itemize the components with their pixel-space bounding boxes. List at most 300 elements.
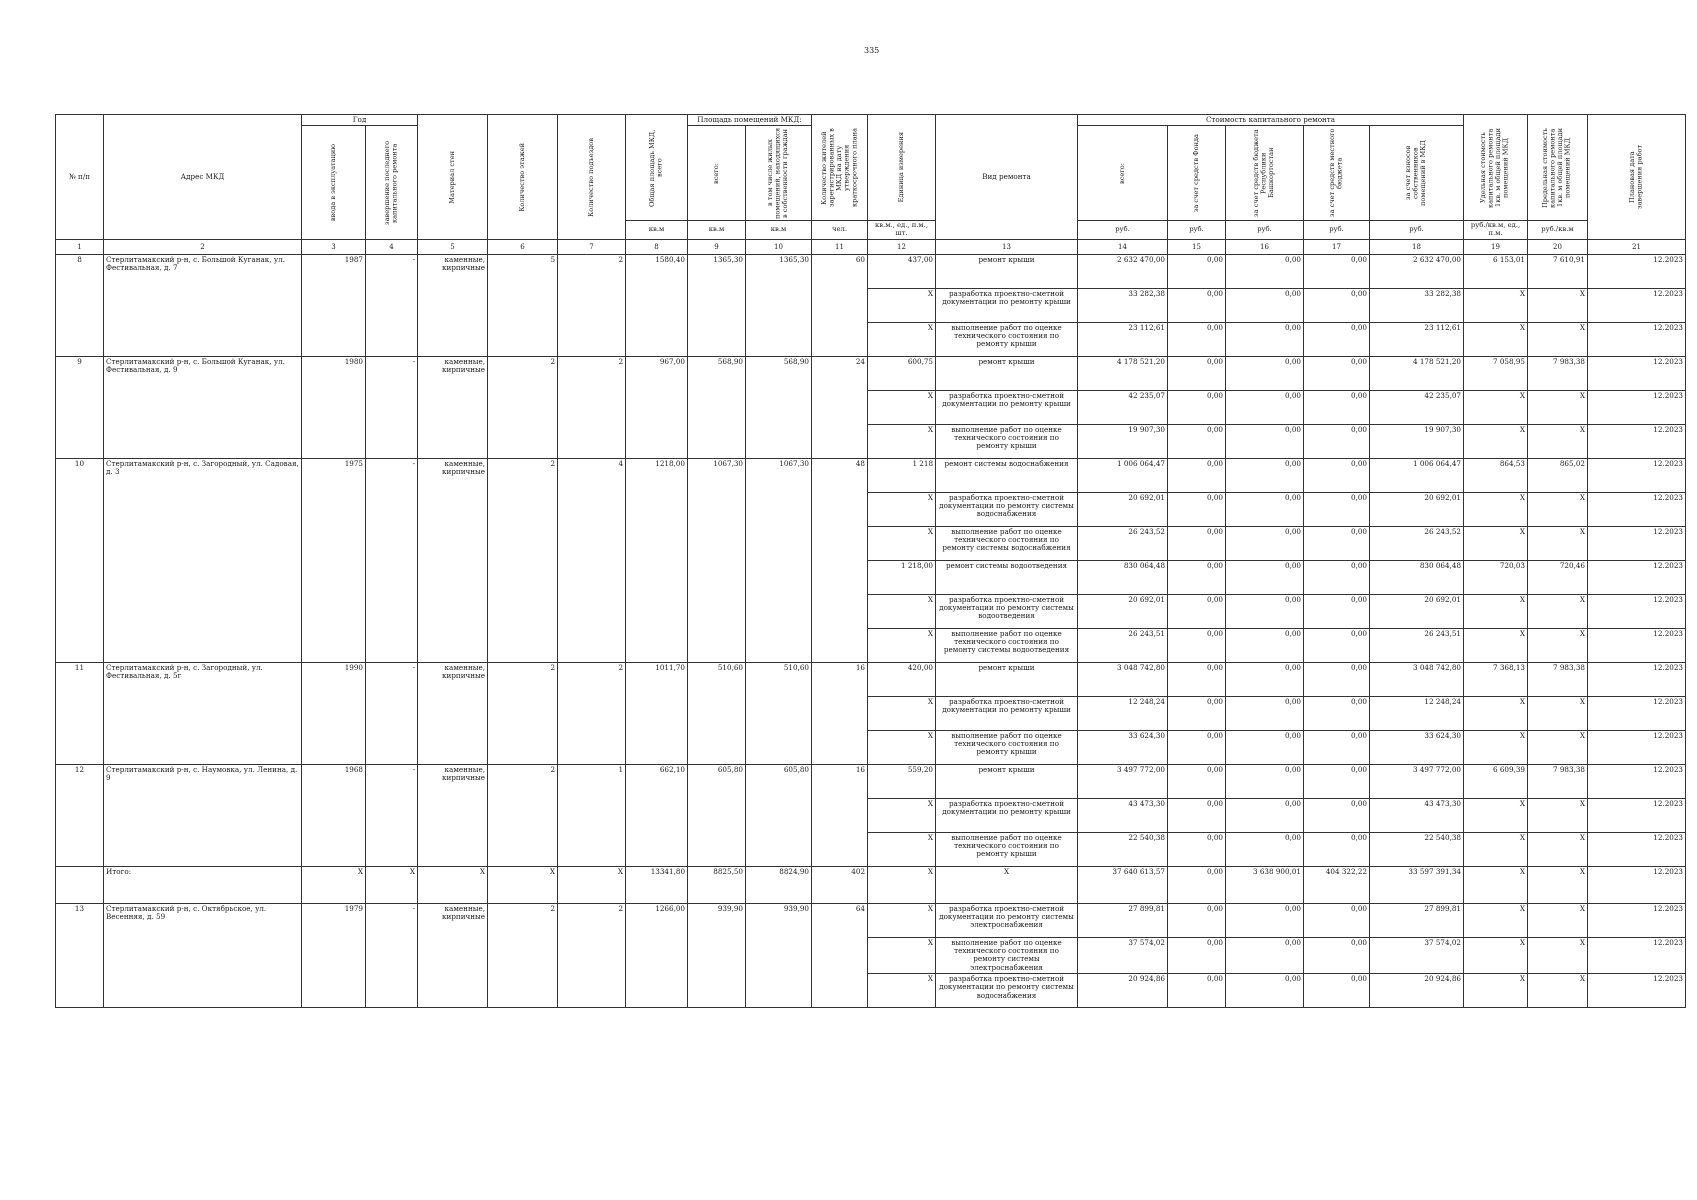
max-cost: X	[1528, 492, 1588, 526]
residential-area: 605,80	[746, 764, 812, 866]
column-number: 8	[626, 239, 688, 254]
header-planned-date: Плановая дата завершения работ	[1588, 115, 1686, 240]
cost-local: 0,00	[1304, 458, 1370, 492]
total-residential: 8824,90	[746, 866, 812, 903]
cost-owners: 23 112,61	[1370, 322, 1464, 356]
cost-owners: 1 006 064,47	[1370, 458, 1464, 492]
cost-total: 33 282,38	[1078, 288, 1168, 322]
cost-local: 0,00	[1304, 560, 1370, 594]
work-type: выполнение работ по оценке технического состояния по ремонту крыши	[936, 730, 1078, 764]
floors-count: 2	[488, 764, 558, 866]
work-unit: 420,00	[868, 662, 936, 696]
cost-local: 0,00	[1304, 288, 1370, 322]
max-cost: X	[1528, 424, 1588, 458]
cost-fund: 0,00	[1168, 730, 1226, 764]
cost-total: 27 899,81	[1078, 903, 1168, 937]
cost-owners: 20 692,01	[1370, 492, 1464, 526]
header-premises-group: Площадь помещений МКД:	[688, 115, 812, 126]
cost-total: 2 632 470,00	[1078, 254, 1168, 288]
total-floors: X	[488, 866, 558, 903]
cost-owners: 27 899,81	[1370, 903, 1464, 937]
cost-total: 20 692,01	[1078, 492, 1168, 526]
cost-local: 0,00	[1304, 832, 1370, 866]
floors-count: 2	[488, 903, 558, 1007]
planned-date: 12.2023	[1588, 798, 1686, 832]
header-residents: Количество жителей зарегистрированных в МКД на дату утверждения краткосрочного плана	[812, 115, 868, 221]
cost-fund: 0,00	[1168, 424, 1226, 458]
header-cost-fund: за счет средств Фонда	[1168, 126, 1226, 221]
entrances-count: 1	[558, 764, 626, 866]
work-unit: X	[868, 322, 936, 356]
header-year-commission: ввода в эксплуатацию	[302, 126, 366, 240]
unit-cost: X	[1464, 424, 1528, 458]
work-unit: X	[868, 696, 936, 730]
unit-cost: X	[1464, 492, 1528, 526]
work-unit: 437,00	[868, 254, 936, 288]
total-residents: 402	[812, 866, 868, 903]
work-unit: X	[868, 832, 936, 866]
premises-area: 1365,30	[688, 254, 746, 356]
work-unit: 1 218	[868, 458, 936, 492]
work-unit: X	[868, 288, 936, 322]
cost-owners: 19 907,30	[1370, 424, 1464, 458]
max-cost: X	[1528, 288, 1588, 322]
planned-date: 12.2023	[1588, 662, 1686, 696]
cost-local: 0,00	[1304, 492, 1370, 526]
table-row	[56, 662, 1686, 696]
residents-count: 60	[812, 254, 868, 356]
cost-total: 3 048 742,80	[1078, 662, 1168, 696]
cost-owners: 22 540,38	[1370, 832, 1464, 866]
header-total-area: Общая площадь МКД, всего	[626, 115, 688, 221]
year-last-repair: -	[366, 458, 418, 662]
cost-republic: 0,00	[1226, 254, 1304, 288]
cost-total: 20 924,86	[1078, 974, 1168, 1008]
cost-republic: 0,00	[1226, 628, 1304, 662]
column-number: 10	[746, 239, 812, 254]
max-cost: 7 983,38	[1528, 662, 1588, 696]
planned-date: 12.2023	[1588, 288, 1686, 322]
house-address: Стерлитамакский р-н, с. Загородный, ул. Садовая, д. 3	[104, 458, 302, 662]
column-number: 13	[936, 239, 1078, 254]
unit-label: руб./кв.м	[1528, 221, 1588, 240]
total-material: X	[418, 866, 488, 903]
header-year-group: Год	[302, 115, 418, 126]
work-unit: 1 218,00	[868, 560, 936, 594]
planned-date: 12.2023	[1588, 903, 1686, 937]
unit-label: руб.	[1078, 221, 1168, 240]
max-cost: X	[1528, 903, 1588, 937]
total-rep: 3 638 900,01	[1226, 866, 1304, 903]
total-unit-cost: X	[1464, 866, 1528, 903]
total-entrances: X	[558, 866, 626, 903]
cost-local: 0,00	[1304, 390, 1370, 424]
unit-cost: 6 609,39	[1464, 764, 1528, 798]
premises-area: 510,60	[688, 662, 746, 764]
year-last-repair: -	[366, 903, 418, 1007]
column-number-row	[56, 239, 1686, 254]
work-unit: X	[868, 798, 936, 832]
column-number: 21	[1588, 239, 1686, 254]
cost-republic: 0,00	[1226, 424, 1304, 458]
planned-date: 12.2023	[1588, 832, 1686, 866]
year-commission: 1990	[302, 662, 366, 764]
work-type: ремонт системы водоотведения	[936, 560, 1078, 594]
cost-republic: 0,00	[1226, 974, 1304, 1008]
work-unit: X	[868, 628, 936, 662]
header-unit: Единица измерения	[868, 115, 936, 221]
wall-material: каменные, кирпичные	[418, 764, 488, 866]
header-floors: Количество этажей	[488, 115, 558, 240]
total-area: 1266,00	[626, 903, 688, 1007]
year-commission: 1980	[302, 356, 366, 458]
planned-date: 12.2023	[1588, 594, 1686, 628]
unit-cost: 720,03	[1464, 560, 1528, 594]
cost-republic: 0,00	[1226, 458, 1304, 492]
work-unit: X	[868, 903, 936, 937]
header-max-cost: Предельная стоимость капитального ремонта 1кв. м общей площади помещений МКД	[1528, 115, 1588, 221]
unit-cost: X	[1464, 594, 1528, 628]
cost-republic: 0,00	[1226, 526, 1304, 560]
cost-republic: 0,00	[1226, 322, 1304, 356]
header-premises-total: всего:	[688, 126, 746, 221]
cost-local: 0,00	[1304, 628, 1370, 662]
premises-area: 605,80	[688, 764, 746, 866]
work-unit: 600,75	[868, 356, 936, 390]
work-type: выполнение работ по оценке технического состояния по ремонту крыши	[936, 322, 1078, 356]
repair-plan-table	[55, 114, 1686, 1008]
cost-fund: 0,00	[1168, 662, 1226, 696]
cost-fund: 0,00	[1168, 696, 1226, 730]
work-type: ремонт крыши	[936, 764, 1078, 798]
cost-local: 0,00	[1304, 974, 1370, 1008]
cost-local: 0,00	[1304, 662, 1370, 696]
cost-total: 26 243,51	[1078, 628, 1168, 662]
cost-total: 43 473,30	[1078, 798, 1168, 832]
cost-local: 0,00	[1304, 764, 1370, 798]
unit-cost: X	[1464, 526, 1528, 560]
residential-area: 939,90	[746, 903, 812, 1007]
row-number	[56, 866, 104, 903]
header-cost-group: Стоимость капитального ремонта	[1078, 115, 1464, 126]
work-type: разработка проектно-сметной документации по ремонту крыши	[936, 798, 1078, 832]
cost-total: 33 624,30	[1078, 730, 1168, 764]
work-type: ремонт системы водоснабжения	[936, 458, 1078, 492]
cost-republic: 0,00	[1226, 937, 1304, 973]
max-cost: 720,46	[1528, 560, 1588, 594]
planned-date: 12.2023	[1588, 974, 1686, 1008]
cost-republic: 0,00	[1226, 492, 1304, 526]
floors-count: 5	[488, 254, 558, 356]
work-type: разработка проектно-сметной документации по ремонту крыши	[936, 288, 1078, 322]
planned-date: 12.2023	[1588, 254, 1686, 288]
residents-count: 16	[812, 662, 868, 764]
total-owners: 33 597 391,34	[1370, 866, 1464, 903]
max-cost: X	[1528, 798, 1588, 832]
work-type: разработка проектно-сметной документации по ремонту системы электроснабжения	[936, 903, 1078, 937]
year-last-repair: -	[366, 254, 418, 356]
cost-fund: 0,00	[1168, 254, 1226, 288]
entrances-count: 2	[558, 662, 626, 764]
cost-local: 0,00	[1304, 937, 1370, 973]
floors-count: 2	[488, 662, 558, 764]
cost-fund: 0,00	[1168, 594, 1226, 628]
work-type: выполнение работ по оценке технического состояния по ремонту крыши	[936, 832, 1078, 866]
cost-local: 0,00	[1304, 903, 1370, 937]
cost-fund: 0,00	[1168, 526, 1226, 560]
total-area: 1011,70	[626, 662, 688, 764]
unit-cost: X	[1464, 832, 1528, 866]
page-number: 335	[864, 46, 880, 55]
wall-material: каменные, кирпичные	[418, 458, 488, 662]
row-number: 11	[56, 662, 104, 764]
header-wall-material: Материал стен	[418, 115, 488, 240]
header-cost-total: всего:	[1078, 126, 1168, 221]
cost-fund: 0,00	[1168, 903, 1226, 937]
work-unit: X	[868, 594, 936, 628]
header-entrances: Количество подъездов	[558, 115, 626, 240]
header-cost-republic: за счет средств бюджета Республики Башкортостан	[1226, 126, 1304, 221]
work-type: выполнение работ по оценке технического состояния по ремонту крыши	[936, 424, 1078, 458]
total-premises: 8825,50	[688, 866, 746, 903]
cost-fund: 0,00	[1168, 492, 1226, 526]
house-address: Стерлитамакский р-н, с. Загородный, ул. Фестивальная, д. 5г	[104, 662, 302, 764]
house-address: Стерлитамакский р-н, с. Большой Куганак, ул. Фестивальная, д. 9	[104, 356, 302, 458]
header-year-last-repair: завершение последнего капитального ремонта	[366, 126, 418, 240]
total-total-cost: 37 640 613,57	[1078, 866, 1168, 903]
unit-cost: X	[1464, 937, 1528, 973]
total-year: X	[302, 866, 366, 903]
unit-cost: X	[1464, 322, 1528, 356]
row-number: 8	[56, 254, 104, 356]
column-number: 4	[366, 239, 418, 254]
max-cost: X	[1528, 832, 1588, 866]
cost-local: 0,00	[1304, 730, 1370, 764]
residents-count: 16	[812, 764, 868, 866]
header-premises-residential: в том числе жилых помещений, находящихся в собственности граждан	[746, 126, 812, 221]
column-number: 11	[812, 239, 868, 254]
cost-owners: 37 574,02	[1370, 937, 1464, 973]
cost-total: 830 064,48	[1078, 560, 1168, 594]
residents-count: 24	[812, 356, 868, 458]
total-local: 404 322,22	[1304, 866, 1370, 903]
unit-cost: X	[1464, 390, 1528, 424]
total-total-area: 13341,80	[626, 866, 688, 903]
unit-cost: 6 153,01	[1464, 254, 1528, 288]
header-no: № п/п	[56, 115, 104, 240]
column-number: 14	[1078, 239, 1168, 254]
unit-label: руб.	[1304, 221, 1370, 240]
work-unit: X	[868, 390, 936, 424]
cost-fund: 0,00	[1168, 937, 1226, 973]
cost-fund: 0,00	[1168, 628, 1226, 662]
work-unit: X	[868, 424, 936, 458]
header-work-type: Вид ремонта	[936, 115, 1078, 240]
table-row	[56, 356, 1686, 390]
total-area: 662,10	[626, 764, 688, 866]
work-type: разработка проектно-сметной документации по ремонту системы водоснабжения	[936, 974, 1078, 1008]
column-number: 6	[488, 239, 558, 254]
cost-local: 0,00	[1304, 322, 1370, 356]
column-number: 19	[1464, 239, 1528, 254]
work-type: ремонт крыши	[936, 662, 1078, 696]
column-number: 3	[302, 239, 366, 254]
cost-owners: 3 048 742,80	[1370, 662, 1464, 696]
planned-date: 12.2023	[1588, 458, 1686, 492]
cost-fund: 0,00	[1168, 288, 1226, 322]
work-type: выполнение работ по оценке технического состояния по ремонту системы водоснабжения	[936, 526, 1078, 560]
cost-total: 42 235,07	[1078, 390, 1168, 424]
unit-label: руб.	[1226, 221, 1304, 240]
column-number: 18	[1370, 239, 1464, 254]
work-unit: X	[868, 937, 936, 973]
entrances-count: 4	[558, 458, 626, 662]
cost-republic: 0,00	[1226, 764, 1304, 798]
entrances-count: 2	[558, 254, 626, 356]
cost-owners: 4 178 521,20	[1370, 356, 1464, 390]
work-type: ремонт крыши	[936, 356, 1078, 390]
cost-fund: 0,00	[1168, 764, 1226, 798]
cost-owners: 26 243,52	[1370, 526, 1464, 560]
unit-label: кв.м., ед., п.м., шт.	[868, 221, 936, 240]
header-cost-local: за счет средств местного бюджета	[1304, 126, 1370, 221]
work-unit: X	[868, 974, 936, 1008]
cost-local: 0,00	[1304, 696, 1370, 730]
wall-material: каменные, кирпичные	[418, 903, 488, 1007]
cost-republic: 0,00	[1226, 696, 1304, 730]
planned-date: 12.2023	[1588, 356, 1686, 390]
unit-label: кв.м	[626, 221, 688, 240]
max-cost: X	[1528, 322, 1588, 356]
cost-republic: 0,00	[1226, 356, 1304, 390]
cost-republic: 0,00	[1226, 798, 1304, 832]
house-address: Стерлитамакский р-н, с. Наумовка, ул. Ленина, д. 9	[104, 764, 302, 866]
cost-owners: 33 624,30	[1370, 730, 1464, 764]
unit-cost: X	[1464, 974, 1528, 1008]
residential-area: 1365,30	[746, 254, 812, 356]
cost-local: 0,00	[1304, 356, 1370, 390]
unit-cost: X	[1464, 730, 1528, 764]
planned-date: 12.2023	[1588, 696, 1686, 730]
cost-owners: 20 924,86	[1370, 974, 1464, 1008]
total-last-repair: X	[366, 866, 418, 903]
cost-fund: 0,00	[1168, 560, 1226, 594]
wall-material: каменные, кирпичные	[418, 662, 488, 764]
year-last-repair: -	[366, 356, 418, 458]
year-commission: 1987	[302, 254, 366, 356]
cost-republic: 0,00	[1226, 730, 1304, 764]
max-cost: 865,02	[1528, 458, 1588, 492]
cost-fund: 0,00	[1168, 798, 1226, 832]
cost-owners: 2 632 470,00	[1370, 254, 1464, 288]
row-number: 12	[56, 764, 104, 866]
planned-date: 12.2023	[1588, 560, 1686, 594]
unit-label: кв.м	[688, 221, 746, 240]
unit-cost: X	[1464, 696, 1528, 730]
work-unit: 559,20	[868, 764, 936, 798]
unit-cost: X	[1464, 903, 1528, 937]
house-address: Стерлитамакский р-н, с. Большой Куганак, ул. Фестивальная, д. 7	[104, 254, 302, 356]
cost-republic: 0,00	[1226, 560, 1304, 594]
total-row	[56, 866, 1686, 903]
work-type: разработка проектно-сметной документации по ремонту крыши	[936, 390, 1078, 424]
column-number: 15	[1168, 239, 1226, 254]
cost-fund: 0,00	[1168, 322, 1226, 356]
unit-label: чел.	[812, 221, 868, 240]
planned-date: 12.2023	[1588, 526, 1686, 560]
work-unit: X	[868, 730, 936, 764]
year-commission: 1968	[302, 764, 366, 866]
total-date: 12.2023	[1588, 866, 1686, 903]
column-number: 20	[1528, 239, 1588, 254]
max-cost: X	[1528, 526, 1588, 560]
work-type: разработка проектно-сметной документации по ремонту крыши	[936, 696, 1078, 730]
work-type: выполнение работ по оценке технического состояния по ремонту системы электроснабжения	[936, 937, 1078, 973]
residents-count: 48	[812, 458, 868, 662]
total-area: 1580,40	[626, 254, 688, 356]
max-cost: X	[1528, 390, 1588, 424]
year-commission: 1975	[302, 458, 366, 662]
residential-area: 568,90	[746, 356, 812, 458]
cost-fund: 0,00	[1168, 356, 1226, 390]
cost-owners: 26 243,51	[1370, 628, 1464, 662]
table-row	[56, 764, 1686, 798]
cost-republic: 0,00	[1226, 288, 1304, 322]
header-unit-cost: Удельная стоимость капитального ремонта 1кв. м общей площади помещений МКД	[1464, 115, 1528, 221]
max-cost: X	[1528, 974, 1588, 1008]
cost-republic: 0,00	[1226, 903, 1304, 937]
planned-date: 12.2023	[1588, 730, 1686, 764]
unit-cost: X	[1464, 798, 1528, 832]
table-row	[56, 254, 1686, 288]
planned-date: 12.2023	[1588, 764, 1686, 798]
max-cost: X	[1528, 730, 1588, 764]
column-number: 7	[558, 239, 626, 254]
unit-cost: X	[1464, 288, 1528, 322]
unit-label: руб.	[1370, 221, 1464, 240]
unit-label: кв.м	[746, 221, 812, 240]
total-unit: X	[868, 866, 936, 903]
year-commission: 1979	[302, 903, 366, 1007]
cost-local: 0,00	[1304, 254, 1370, 288]
residential-area: 1067,30	[746, 458, 812, 662]
premises-area: 1067,30	[688, 458, 746, 662]
header-address: Адрес МКД	[104, 115, 302, 240]
cost-local: 0,00	[1304, 424, 1370, 458]
house-address: Стерлитамакский р-н, с. Октябрьское, ул. Весенняя, д. 59	[104, 903, 302, 1007]
row-number: 13	[56, 903, 104, 1007]
table-row	[56, 458, 1686, 492]
premises-area: 939,90	[688, 903, 746, 1007]
column-number: 2	[104, 239, 302, 254]
cost-owners: 43 473,30	[1370, 798, 1464, 832]
unit-cost: X	[1464, 628, 1528, 662]
max-cost: 7 610,91	[1528, 254, 1588, 288]
cost-owners: 33 282,38	[1370, 288, 1464, 322]
column-number: 17	[1304, 239, 1370, 254]
cost-total: 23 112,61	[1078, 322, 1168, 356]
cost-fund: 0,00	[1168, 458, 1226, 492]
cost-total: 12 248,24	[1078, 696, 1168, 730]
header-cost-owners: за счет взносов собственников помещений в МКД	[1370, 126, 1464, 221]
total-type: X	[936, 866, 1078, 903]
total-area: 1218,00	[626, 458, 688, 662]
cost-total: 4 178 521,20	[1078, 356, 1168, 390]
table-row	[56, 903, 1686, 937]
cost-republic: 0,00	[1226, 594, 1304, 628]
entrances-count: 2	[558, 903, 626, 1007]
cost-total: 19 907,30	[1078, 424, 1168, 458]
